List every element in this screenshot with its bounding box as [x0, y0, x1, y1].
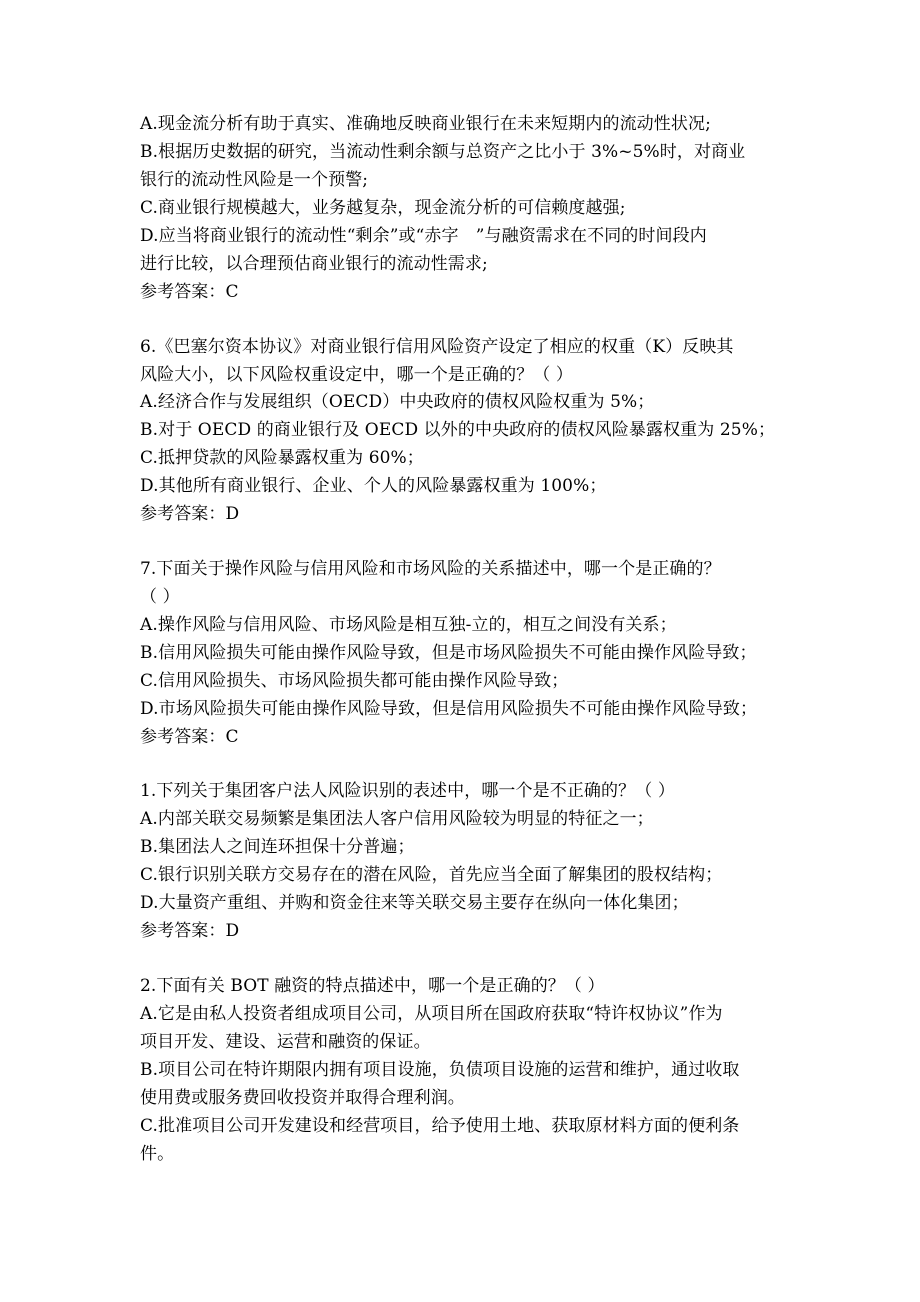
option-c: C.抵押贷款的风险暴露权重为 60%； [140, 448, 424, 468]
option-d: D.市场风险损失可能由操作风险导致，但是信用风险损失不可能由操作风险导致； [140, 699, 758, 719]
option-d: D.大量资产重组、并购和资金往来等关联交易主要存在纵向一体化集团； [140, 893, 689, 913]
option-c-cont: 件。 [140, 1144, 175, 1164]
answer: 参考答案：C [140, 282, 239, 302]
option-a: A.经济合作与发展组织（OECD）中央政府的债权风险权重为 5%； [140, 392, 655, 412]
question-text: 2.下面有关 BOT 融资的特点描述中，哪一个是正确的？（ ） [140, 976, 605, 996]
option-d-cont: 进行比较，以合理预估商业银行的流动性需求; [140, 254, 488, 274]
option-c: C.批准项目公司开发建设和经营项目，给予使用土地、获取原材料方面的便利条 [140, 1116, 740, 1136]
option-b: B.项目公司在特许期限内拥有项目设施，负债项目设施的运营和维护，通过收取 [140, 1060, 740, 1080]
option-b: B.根据历史数据的研究，当流动性剩余额与总资产之比小于 3%~5%时，对商业 [140, 142, 746, 162]
question-text: 1.下列关于集团客户法人风险识别的表述中，哪一个是不正确的？（ ） [140, 781, 675, 801]
option-b: B.信用风险损失可能由操作风险导致，但是市场风险损失不可能由操作风险导致； [140, 643, 757, 663]
option-d: D.其他所有商业银行、企业、个人的风险暴露权重为 100%； [140, 476, 607, 496]
option-d: D.应当将商业银行的流动性“剩余”或“赤字 ”与融资需求在不同的时间段内 [140, 226, 707, 246]
question-text: 7.下面关于操作风险与信用风险和市场风险的关系描述中，哪一个是正确的？ [140, 559, 721, 579]
question-text: 6.《巴塞尔资本协议》对商业银行信用风险资产设定了相应的权重（K）反映其 [140, 337, 734, 357]
option-c: C.信用风险损失、市场风险损失都可能由操作风险导致； [140, 671, 569, 691]
option-b-cont: 银行的流动性风险是一个预警; [140, 170, 369, 190]
option-a-cont: 项目开发、建设、运营和融资的保证。 [140, 1032, 431, 1052]
answer: 参考答案：C [140, 727, 239, 747]
option-b-cont: 使用费或服务费回收投资并取得合理利润。 [140, 1088, 465, 1108]
option-c: C.商业银行规模越大，业务越复杂，现金流分析的可信赖度越强; [140, 198, 626, 218]
option-b: B.集团法人之间连环担保十分普遍； [140, 837, 415, 857]
option-a: A.操作风险与信用风险、市场风险是相互独-立的，相互之间没有关系； [140, 615, 677, 635]
question-text-cont: （ ） [140, 587, 180, 607]
answer: 参考答案：D [140, 921, 240, 941]
answer: 参考答案：D [140, 504, 240, 524]
option-c: C.银行识别关联方交易存在的潜在风险，首先应当全面了解集团的股权结构； [140, 865, 723, 885]
option-a: A.它是由私人投资者组成项目公司，从项目所在国政府获取“特许权协议”作为 [140, 1004, 723, 1024]
question-text-cont: 风险大小，以下风险权重设定中，哪一个是正确的？（ ） [140, 365, 574, 385]
option-a: A.内部关联交易频繁是集团法人客户信用风险较为明显的特征之一； [140, 809, 654, 829]
option-a: A.现金流分析有助于真实、准确地反映商业银行在未来短期内的流动性状况; [140, 114, 711, 134]
option-b: B.对于 OECD 的商业银行及 OECD 以外的中央政府的债权风险暴露权重为 25%； [140, 420, 776, 440]
